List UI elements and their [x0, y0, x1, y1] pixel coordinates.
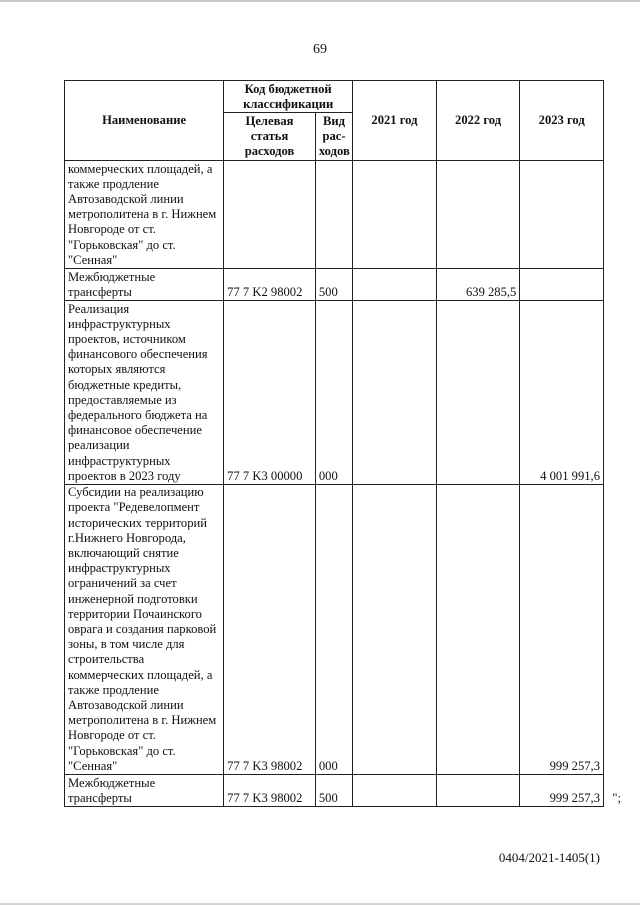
row-target-code: 77 7 K2 98002	[224, 269, 316, 301]
row-expense-type: 500	[315, 775, 352, 807]
table-row	[65, 775, 604, 807]
row-expense-type: 000	[315, 301, 352, 485]
header-name: Наименование	[65, 81, 224, 161]
row-expense-type: 000	[315, 485, 352, 775]
row-2022	[436, 161, 520, 269]
table-row	[65, 485, 604, 775]
row-name: Реализация инфраструктурных проектов, источником финансового обеспечения которых являются бюджетные кредиты, предоставляемые из федерального бюджета на финансовое обеспечение реализации инфраструктурных проектов в 2023 году	[65, 301, 224, 485]
row-2023: 999 257,3	[549, 790, 600, 805]
page-top-edge	[0, 0, 640, 2]
budget-table	[64, 80, 621, 807]
table-row	[65, 301, 604, 485]
row-2021	[353, 269, 437, 301]
row-2023	[520, 269, 604, 301]
row-2023: 4 001 991,6	[520, 301, 604, 485]
row-2021	[353, 161, 437, 269]
row-expense-type	[315, 161, 352, 269]
header-2023: 2023 год	[520, 81, 604, 161]
header-expense-type: Вид рас-ходов	[315, 113, 352, 161]
row-name: Субсидии на реализацию проекта "Редевелопмент исторических территорий г.Нижнего Новгорода, включающий снятие инфраструктурных ограничений за счет инженерной подготовки территории Почаинского оврага и создания парковой зоны, в том числе для строительства коммерческих площадей, а также продление Автозаводской линии метрополитена в г. Нижнем Новгороде от ст. "Горьковская" до ст. "Сенная"	[65, 485, 224, 775]
row-2023: 999 257,3	[520, 485, 604, 775]
closing-quote-mark: ";	[612, 790, 621, 805]
row-target-code: 77 7 K3 00000	[224, 301, 316, 485]
row-2021	[353, 301, 437, 485]
header-2021: 2021 год	[353, 81, 437, 161]
row-2022	[436, 301, 520, 485]
table-row	[65, 161, 604, 269]
row-target-code	[224, 161, 316, 269]
table-row	[65, 269, 604, 301]
header-target-item: Целевая статья расходов	[224, 113, 316, 161]
row-2021	[353, 485, 437, 775]
row-2022	[436, 775, 520, 807]
row-2023	[520, 161, 604, 269]
row-name: коммерческих площадей, а также продление Автозаводской линии метрополитена в г. Нижнем Новгороде от ст. "Горьковская" до ст. "Сенная"	[65, 161, 224, 269]
row-expense-type: 500	[315, 269, 352, 301]
row-name: Межбюджетные трансферты	[65, 269, 224, 301]
page-number: 69	[313, 42, 327, 57]
header-2022: 2022 год	[436, 81, 520, 161]
row-2021	[353, 775, 437, 807]
row-2023-cell	[520, 775, 621, 807]
row-target-code: 77 7 K3 98002	[224, 775, 316, 807]
row-target-code: 77 7 K3 98002	[224, 485, 316, 775]
document-code: 0404/2021-1405(1)	[498, 850, 600, 865]
row-name: Межбюджетные трансферты	[65, 775, 224, 807]
row-2022: 639 285,5	[436, 269, 520, 301]
header-code-group: Код бюджетной классификации	[224, 81, 353, 113]
row-2022	[436, 485, 520, 775]
